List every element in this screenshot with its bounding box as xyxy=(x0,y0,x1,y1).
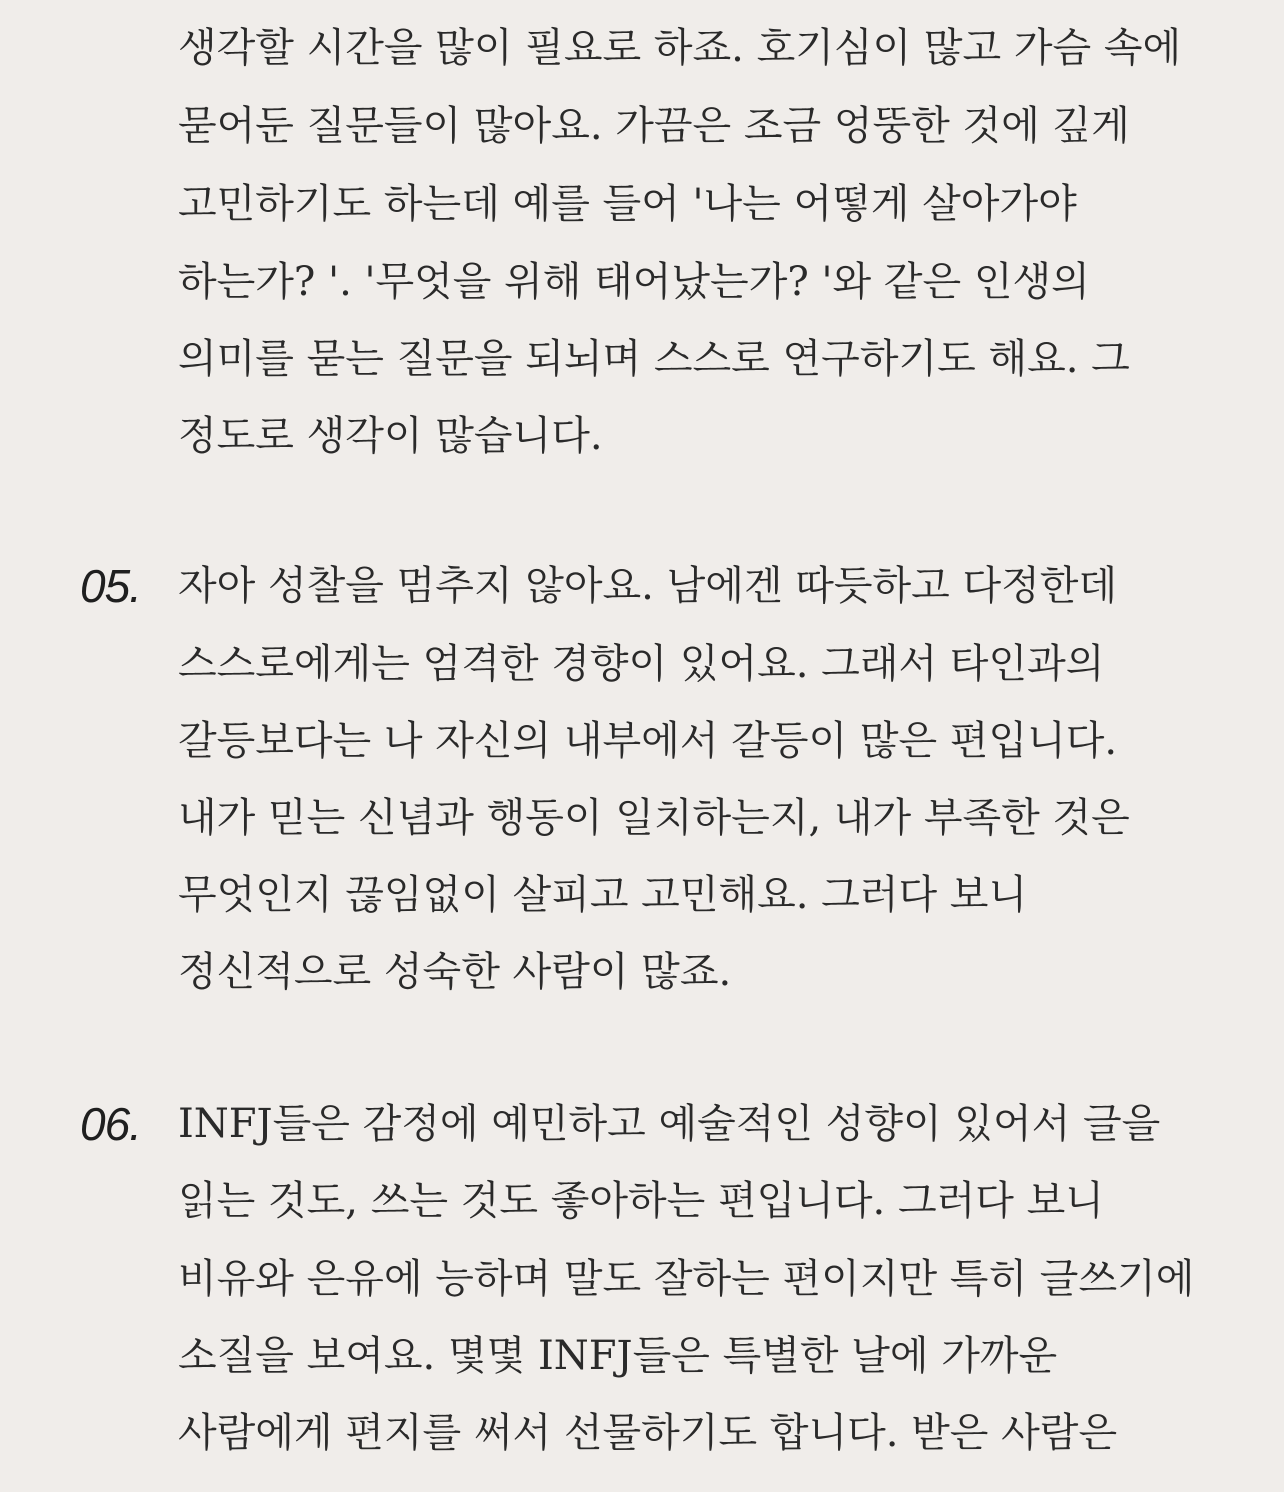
paragraph-line: 소질을 보여요. 몇몇 INFJ들은 특별한 날에 가까운 xyxy=(178,1333,1058,1379)
paragraph-line: 자아 성찰을 멈추지 않아요. 남에겐 따듯하고 다정한데 xyxy=(178,563,1118,609)
paragraph-line: 정신적으로 성숙한 사람이 많죠. xyxy=(178,949,732,995)
paragraph-line: 내가 믿는 신념과 행동이 일치하는지, 내가 부족한 것은 xyxy=(178,795,1130,841)
paragraph-line: 갈등보다는 나 자신의 내부에서 갈등이 많은 편입니다. xyxy=(178,718,1118,764)
paragraph-line: 비유와 은유에 능하며 말도 잘하는 편이지만 특히 글쓰기에 xyxy=(178,1256,1195,1302)
paragraph-line: 묻어둔 질문들이 많아요. 가끔은 조금 엉뚱한 것에 깊게 xyxy=(178,103,1130,149)
item-number: 06. xyxy=(80,1098,141,1150)
paragraph-line: 스스로에게는 엄격한 경향이 있어요. 그래서 타인과의 xyxy=(178,641,1105,687)
paragraph-line: 하는가? '. '무엇을 위해 태어났는가? '와 같은 인생의 xyxy=(178,259,1090,305)
paragraph-line: 생각할 시간을 많이 필요로 하죠. 호기심이 많고 가슴 속에 xyxy=(178,25,1182,71)
paragraph-line: INFJ들은 감정에 예민하고 예술적인 성향이 있어서 글을 xyxy=(178,1101,1161,1147)
paragraph-line: 의미를 묻는 질문을 되뇌며 스스로 연구하기도 해요. 그 xyxy=(178,336,1130,382)
paragraph-line: 무엇인지 끊임없이 살피고 고민해요. 그러다 보니 xyxy=(178,872,1028,918)
paragraph-line: 읽는 것도, 쓰는 것도 좋아하는 편입니다. 그러다 보니 xyxy=(178,1178,1104,1224)
paragraph-line: 고민하기도 하는데 예를 들어 '나는 어떻게 살아가야 xyxy=(178,181,1077,227)
paragraph-line: 정도로 생각이 많습니다. xyxy=(178,413,603,459)
paragraph-line: 사람에게 편지를 써서 선물하기도 합니다. 받은 사람은 xyxy=(178,1410,1118,1456)
item-number: 05. xyxy=(80,560,141,612)
